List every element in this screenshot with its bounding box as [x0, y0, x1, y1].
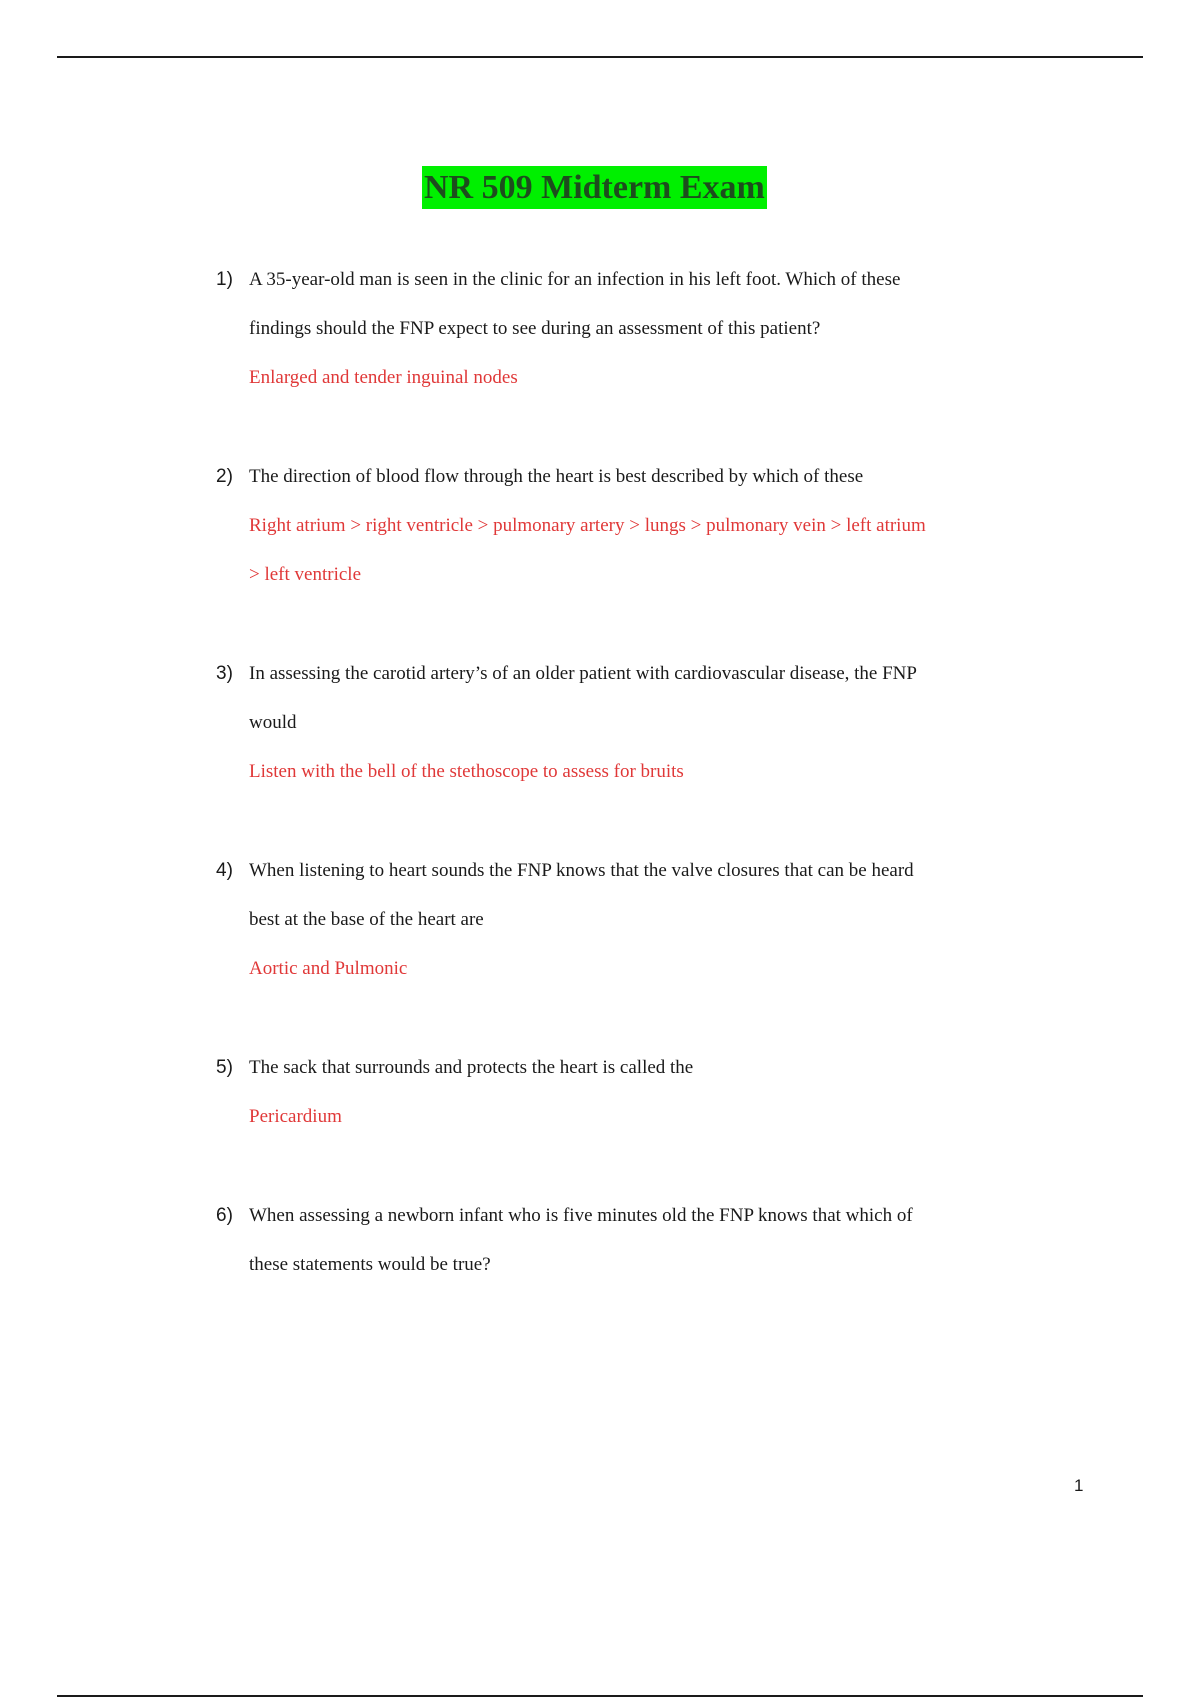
question-text-line: A 35-year-old man is seen in the clinic for an infection in his left foot. Which of these [249, 269, 901, 290]
answer-text-line: Aortic and Pulmonic [249, 958, 408, 979]
question-number: 2) [216, 466, 233, 487]
top-rule [57, 56, 1143, 58]
question-number: 3) [216, 663, 233, 684]
question-text-line: When listening to heart sounds the FNP knows that the valve closures that can be heard [249, 860, 914, 881]
question-text-line: would [249, 712, 297, 733]
page-number: 1 [1074, 1476, 1084, 1495]
question-number: 5) [216, 1057, 233, 1078]
question-text-line: In assessing the carotid artery’s of an older patient with cardiovascular disease, the FNP [249, 663, 917, 684]
answer-text-line: Listen with the bell of the stethoscope to assess for bruits [249, 761, 684, 782]
question-number: 4) [216, 860, 233, 881]
question-text-line: best at the base of the heart are [249, 909, 484, 930]
answer-text-line: Pericardium [249, 1106, 342, 1127]
question-text-line: The direction of blood flow through the heart is best described by which of these [249, 466, 864, 487]
answer-text-line: > left ventricle [249, 564, 361, 585]
bottom-rule [57, 1695, 1143, 1697]
question-number: 6) [216, 1205, 233, 1226]
answer-text-line: Enlarged and tender inguinal nodes [249, 367, 518, 388]
question-text-line: findings should the FNP expect to see during an assessment of this patient? [249, 318, 821, 339]
page-title: NR 509 Midterm Exam [422, 166, 767, 209]
question-number: 1) [216, 269, 233, 290]
answer-text-line: Right atrium > right ventricle > pulmonary artery > lungs > pulmonary vein > left atrium [249, 515, 926, 536]
question-text-line: When assessing a newborn infant who is five minutes old the FNP knows that which of [249, 1205, 913, 1226]
question-text-line: The sack that surrounds and protects the heart is called the [249, 1057, 694, 1078]
question-text-line: these statements would be true? [249, 1254, 491, 1275]
